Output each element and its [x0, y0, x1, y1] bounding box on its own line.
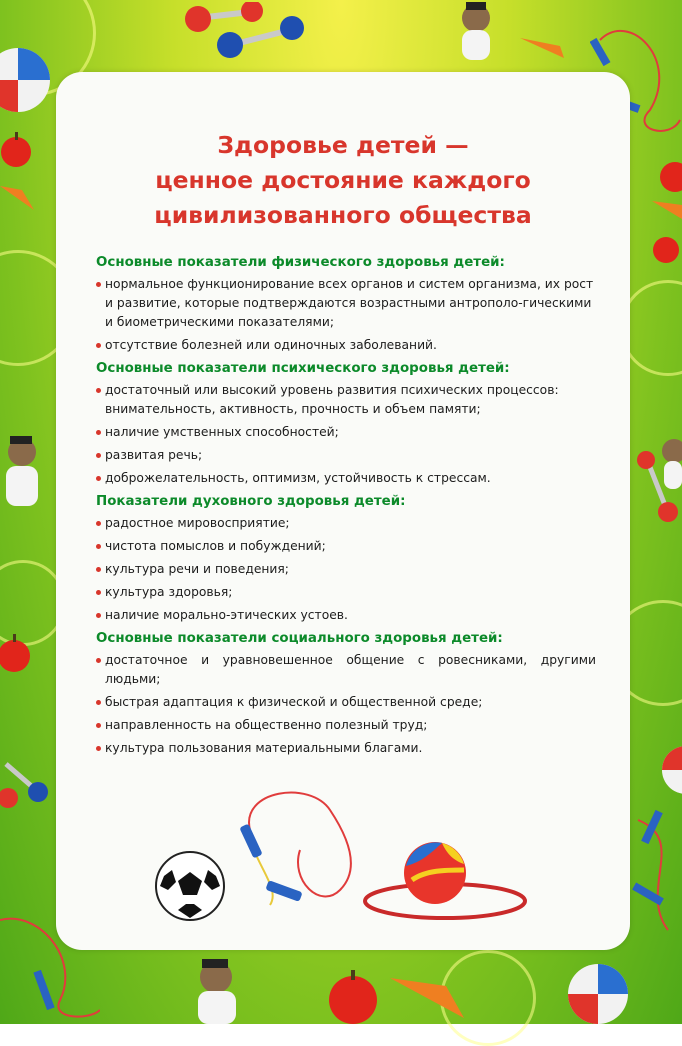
bullet-icon: [96, 700, 101, 705]
bullet-icon: [96, 544, 101, 549]
list-item: достаточное и уравновешенное общение с ровесниками, другими людьми;: [96, 651, 596, 689]
section-heading: Показатели духовного здоровья детей:: [96, 494, 406, 509]
title-line: Здоровье детей —: [217, 131, 469, 159]
list-item: культура речи и поведения;: [96, 560, 596, 579]
bullet-list: [96, 275, 596, 355]
list-item: развитая речь;: [96, 446, 596, 465]
list-item: доброжелательность, оптимизм, устойчивость к стрессам.: [96, 469, 596, 488]
ball-icon: [402, 840, 468, 906]
apple-icon: [325, 968, 381, 1024]
jump-rope-icon: [628, 800, 682, 940]
apple-icon: [0, 628, 34, 678]
bullet-icon: [96, 476, 101, 481]
beach-ball-icon: [565, 958, 631, 1024]
bullet-icon: [96, 521, 101, 526]
list-item: наличие умственных способностей;: [96, 423, 596, 442]
section-physical: [96, 253, 596, 355]
section-mental: [96, 359, 596, 488]
list-item: направленность на общественно полезный труд;: [96, 716, 596, 735]
section-social: [96, 629, 596, 758]
bullet-icon: [96, 613, 101, 618]
bullet-icon: [96, 343, 101, 348]
section-heading: Основные показатели социального здоровья детей:: [96, 631, 503, 646]
toy-bear-icon: [0, 432, 48, 522]
list-item: наличие морально-этических устоев.: [96, 606, 596, 625]
bullet-icon: [96, 590, 101, 595]
list-item: нормальное функционирование всех органов и систем организма, их рост и развитие, которые подтверждаются возрастными антрополо-гическими и биометрическими показателями;: [96, 275, 596, 332]
list-item: чистота помыслов и побуждений;: [96, 537, 596, 556]
carrot-icon: [0, 180, 36, 220]
list-item: достаточный или высокий уровень развития психических процессов: внимательность, активность, прочность и объем памяти;: [96, 381, 596, 419]
bullet-icon: [96, 388, 101, 393]
bullet-icon: [96, 723, 101, 728]
bullet-icon: [96, 430, 101, 435]
carrot-icon: [650, 195, 682, 225]
beach-ball-icon: [660, 740, 682, 800]
section-heading: Основные показатели психического здоровья детей:: [96, 361, 510, 376]
bullet-icon: [96, 453, 101, 458]
section-heading: Основные показатели физического здоровья детей:: [96, 255, 505, 270]
dumbbell-icon: [180, 2, 330, 62]
bullet-list: [96, 381, 596, 488]
dumbbell-icon: [632, 450, 682, 530]
list-item: отсутствие болезней или одиночных заболеваний.: [96, 336, 596, 355]
apple-icon: [655, 155, 682, 195]
bullet-icon: [96, 746, 101, 751]
toy-bear-icon: [450, 0, 502, 70]
soccer-ball-icon: [152, 850, 228, 922]
dumbbell-icon: [0, 754, 50, 814]
section-spiritual: [96, 492, 596, 625]
bullet-icon: [96, 658, 101, 663]
list-item: быстрая адаптация к физической и общественной среде;: [96, 693, 596, 712]
apple-icon: [0, 130, 36, 170]
list-item: культура пользования материальными благами.: [96, 739, 596, 758]
title-line: цивилизованного общества: [154, 201, 532, 229]
beach-ball-icon: [0, 45, 52, 115]
toy-bear-icon: [186, 955, 250, 1024]
list-item: культура здоровья;: [96, 583, 596, 602]
jump-rope-icon: [230, 780, 370, 920]
bullet-list: [96, 651, 596, 758]
title-line: ценное достояние каждого: [155, 166, 531, 194]
indicators-content: [96, 250, 596, 762]
carrot-icon: [386, 968, 466, 1024]
bullet-icon: [96, 282, 101, 287]
poster-title: [56, 128, 630, 233]
bullet-icon: [96, 567, 101, 572]
carrot-icon: [518, 26, 568, 66]
bullet-list: [96, 514, 596, 625]
list-item: радостное мировосприятие;: [96, 514, 596, 533]
apple-icon: [650, 232, 682, 266]
